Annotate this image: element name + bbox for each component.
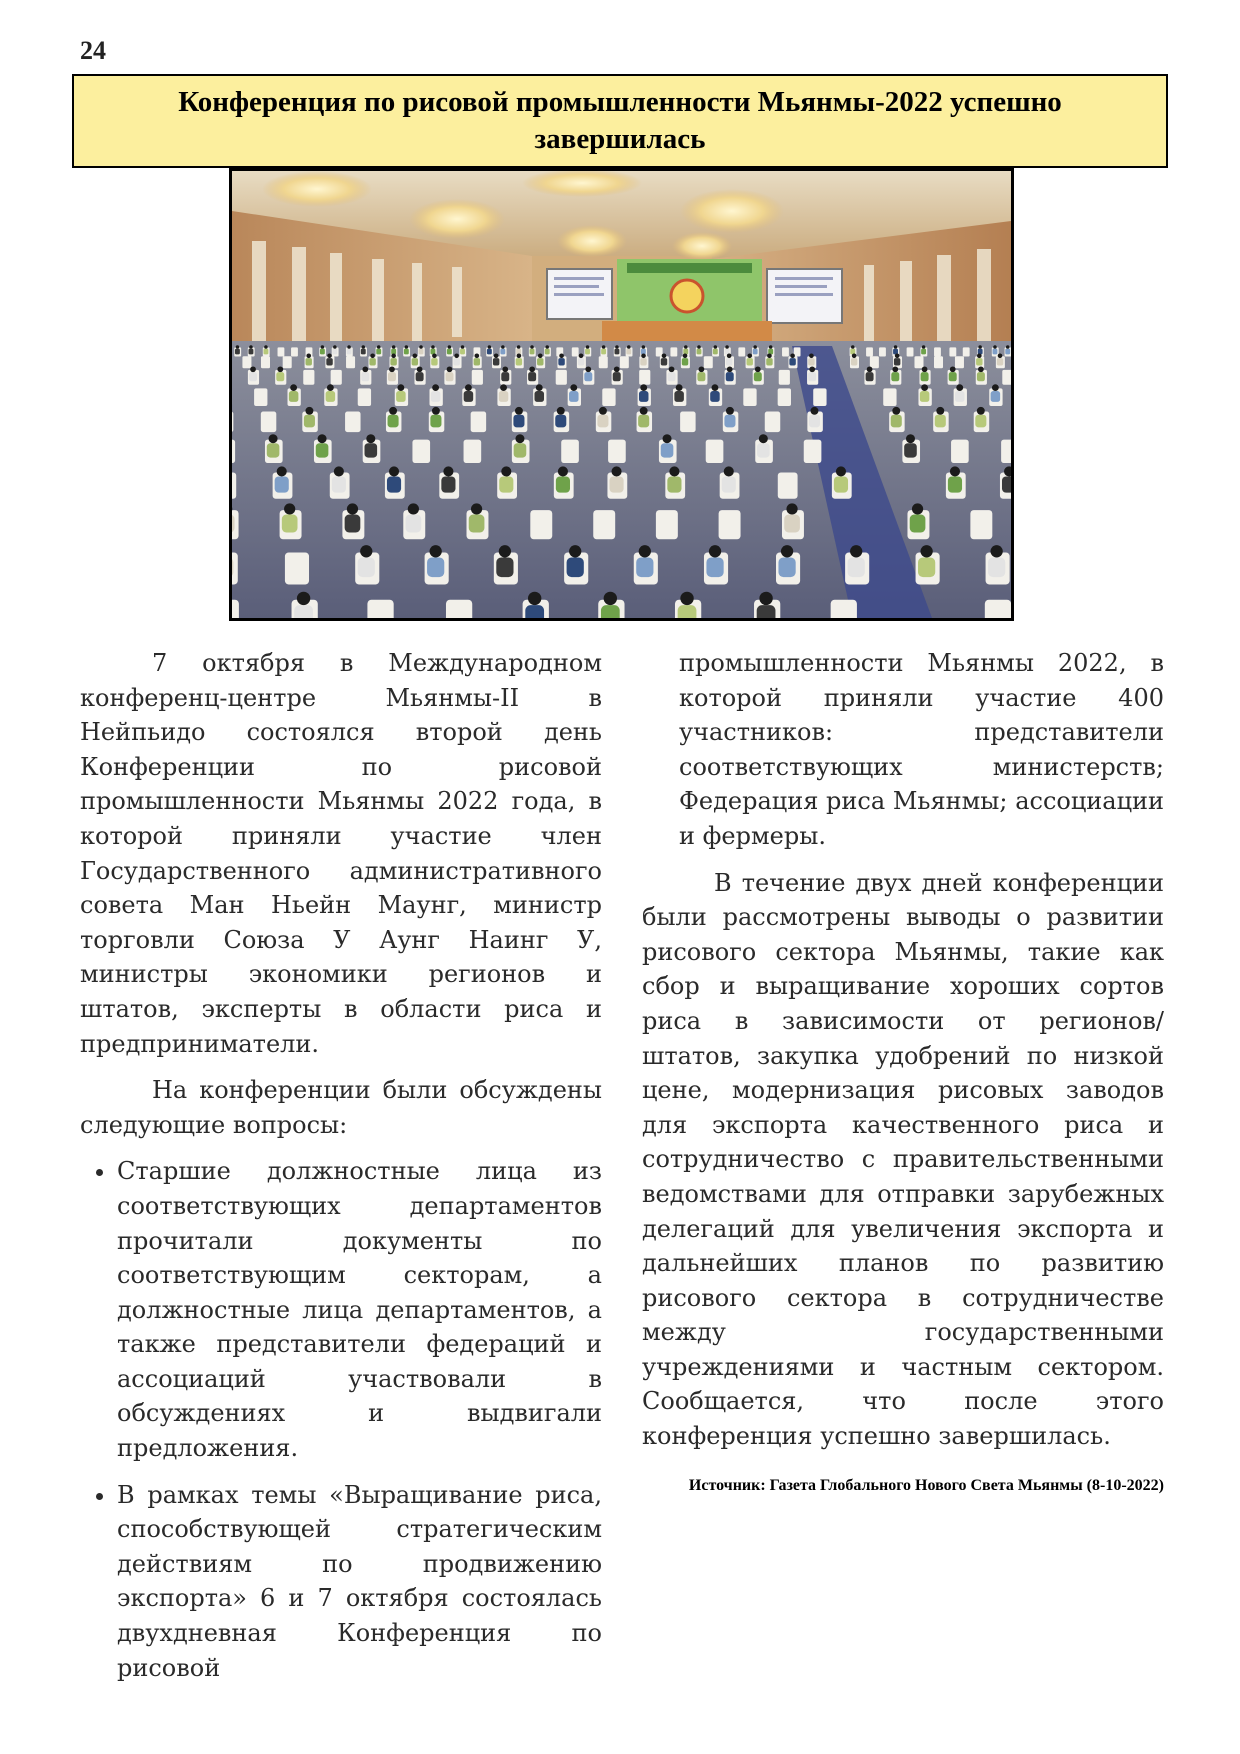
source-citation: Источник: Газета Глобального Нового Света Мьянмы (8-10-2022) — [688, 1476, 1164, 1494]
article-title: Конференция по рисовой промышленности Мьянмы-2022 успешно завершилась — [178, 86, 1062, 155]
paragraph-3: В течение двух дней конференции были рассмотрены выводы о развитии рисового сектора Мьянмы, такие как сбор и выращивание хороших сортов риса в зависимости от регионов/ штатов, закупка удобрений по низкой цене, модернизация рисовых заводов для экспорта качественного риса и сотрудничество с правительственными ведомствами для отправки зарубежных делегаций для увеличения экспорта и дальнейших планов по развитию рисового сектора в сотрудничестве между государственными учреждениями и частным сектором. Сообщается, что после этого конференция успешно завершилась. — [642, 868, 1164, 1451]
paragraph-1: 7 октября в Международном конференц-центре Мьянмы-II в Нейпьидо состоялся второй день Конференции по рисовой промышленности Мьянмы 2022 года, в которой приняли участие член Государственного административного совета Ман Ньейн Маунг, министр торговли Союза У Аунг Наинг У, министры экономики регионов и штатов, эксперты в области риса и предприниматели. — [80, 649, 602, 1058]
conference-hall-photo — [229, 168, 1014, 621]
paragraph-2: На конференции были обсуждены следующие вопросы: — [80, 1076, 602, 1139]
photo-illustration — [232, 171, 1011, 618]
right-column — [642, 646, 1164, 1496]
page-number: 24 — [80, 36, 106, 65]
bullet-continuation: промышленности Мьянмы 2022, в которой приняли участие 400 участников: представители соответствующих министерств; Федерация риса Мьянмы; ассоциации и фермеры. — [679, 649, 1164, 850]
list-item: • Старшие должностные лица из соответствующих департаментов прочитали документы по соответствующим секторам, а должностные лица департаментов, а также представители федераций и ассоциаций участвовали в обсуждениях и выдвигали предложения. — [117, 1154, 602, 1465]
list-item: • В рамках темы «Выращивание риса, способствующей стратегическим действиям по продвижению экспорта» 6 и 7 октября состоялась двухдневная Конференция по рисовой — [117, 1478, 602, 1686]
title-box — [72, 74, 1168, 168]
discussion-list — [80, 1154, 602, 1685]
left-column — [80, 646, 602, 1697]
